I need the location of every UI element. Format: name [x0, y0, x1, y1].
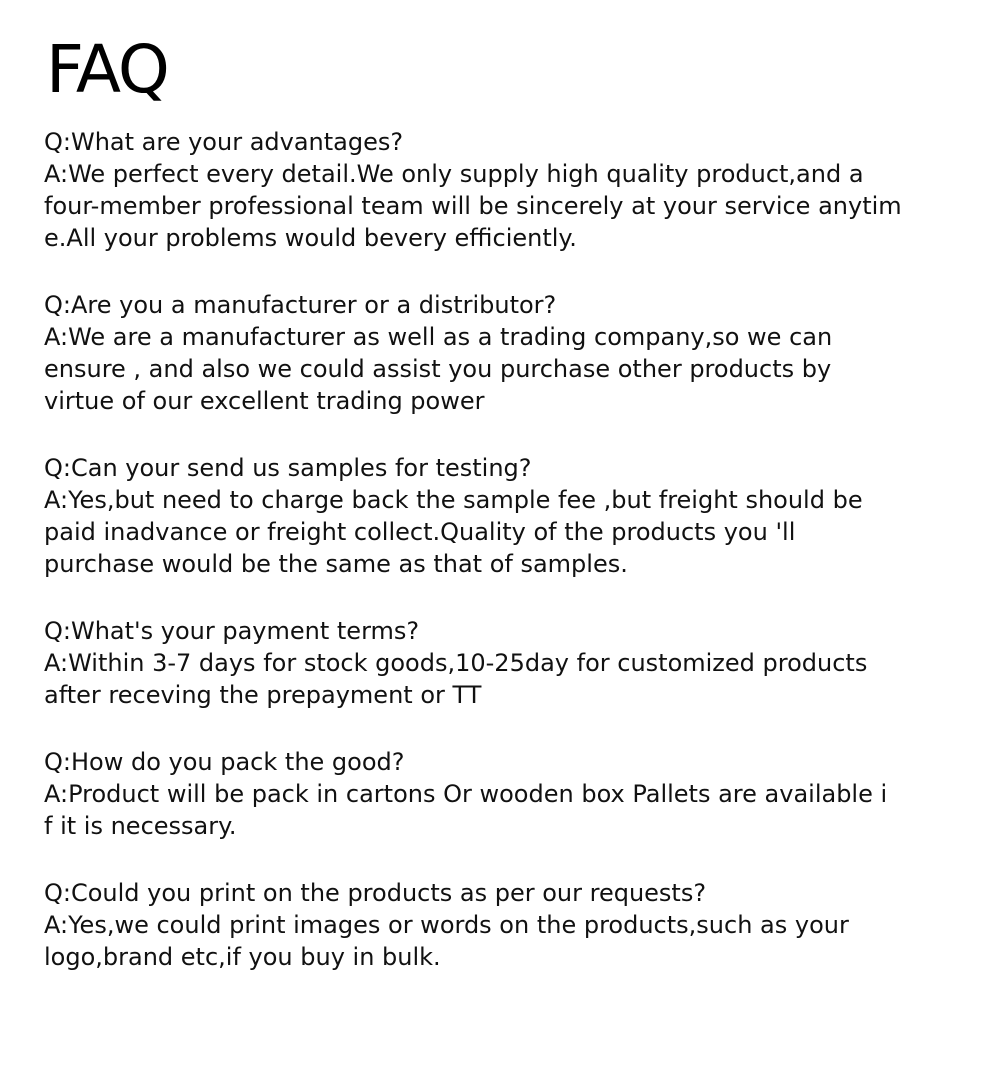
faq-answer-line: logo,brand etc,if you buy in bulk. [44, 943, 441, 971]
faq-answer-line: A:Product will be pack in cartons Or wooden box Pallets are available i [44, 780, 888, 808]
page-title: FAQ [46, 31, 168, 108]
faq-list [44, 126, 964, 1008]
faq-item [44, 452, 964, 580]
faq-question: Q:Can your send us samples for testing? [44, 454, 532, 482]
faq-question: Q:Are you a manufacturer or a distributor? [44, 291, 557, 319]
faq-item [44, 746, 964, 842]
faq-answer-line: ensure , and also we could assist you purchase other products by [44, 355, 832, 383]
faq-answer-line: e.All your problems would bevery efficiently. [44, 224, 577, 252]
faq-answer-line: A:We are a manufacturer as well as a trading company,so we can [44, 323, 833, 351]
faq-item [44, 289, 964, 417]
faq-answer-line: f it is necessary. [44, 812, 237, 840]
faq-answer-line: A:Within 3-7 days for stock goods,10-25day for customized products [44, 649, 868, 677]
faq-answer-line: purchase would be the same as that of samples. [44, 550, 628, 578]
faq-question: Q:How do you pack the good? [44, 748, 405, 776]
faq-question: Q:What's your payment terms? [44, 617, 420, 645]
faq-answer-line: virtue of our excellent trading power [44, 387, 485, 415]
faq-question: Q:Could you print on the products as per our requests? [44, 879, 707, 907]
faq-item [44, 877, 964, 973]
faq-item [44, 615, 964, 711]
faq-item [44, 126, 964, 254]
faq-question: Q:What are your advantages? [44, 128, 404, 156]
faq-answer-line: A:We perfect every detail.We only supply high quality product,and a [44, 160, 864, 188]
faq-answer-line: paid inadvance or freight collect.Quality of the products you 'll [44, 518, 796, 546]
faq-answer-line: after receving the prepayment or TT [44, 681, 482, 709]
faq-answer-line: four-member professional team will be sincerely at your service anytim [44, 192, 902, 220]
faq-answer-line: A:Yes,we could print images or words on the products,such as your [44, 911, 849, 939]
faq-answer-line: A:Yes,but need to charge back the sample fee ,but freight should be [44, 486, 863, 514]
